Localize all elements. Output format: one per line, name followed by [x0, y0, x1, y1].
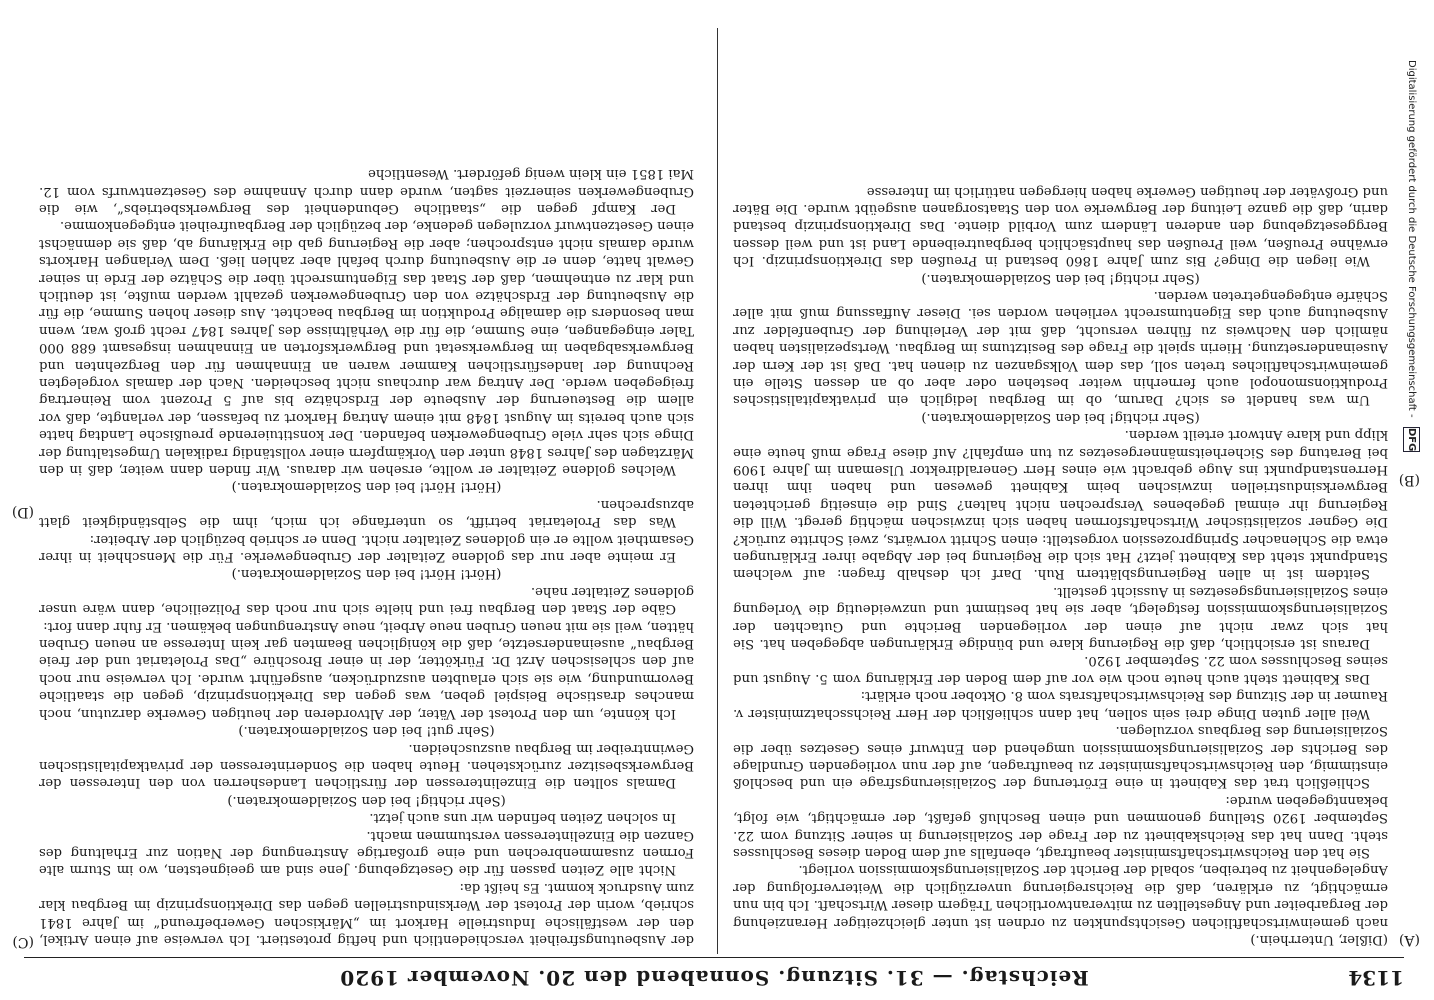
dfg-logo: DFG: [1403, 427, 1420, 452]
paragraph: Er meinte aber nur das goldene Zeitalter der Grubengewerke. Für die Menschheit in ihrer Gesamtheit wollte er ein goldenes Zeitalter nicht. Denn er schrieb bezüglich der Arbeiter:: [39, 531, 694, 565]
paragraph: Weil aller guten Dinge drei sein sollen, hat dann schließlich der Herr Reichsschatzminister v. Raumer in der Sitzung des Reichswirtschaftsrats vom 8. Oktober noch erklärt:: [733, 688, 1388, 721]
page-title: Reichstag. — 31. Sitzung. Sonnabend den 20. November 1920: [339, 966, 1089, 990]
interjection: (Hört! Hört! bei den Sozialdemokraten.): [231, 479, 502, 495]
interjection: (Sehr richtig! bei den Sozialdemokraten.): [227, 792, 506, 808]
paragraph: Sie hat den Reichswirtschaftsminister beauftragt, ebenfalls auf dem Boden dieses Beschlusses steht. Dann hat das Reichskabinett zu der Frage der Sozialisierung in seiner Sitzung vom 22. September 1920 Stellung genommen und einen Beschluß gefaßt, der ermächtigt, wie folgt, bekanntgegeben wurde:: [733, 792, 1388, 860]
digitization-text: Digitalisierung gefördert durch die Deutsche Forschungsgemeinschaft -: [1406, 60, 1417, 418]
interjection: (Sehr richtig! bei den Sozialdemokraten.): [921, 270, 1200, 286]
paragraph: Ich könnte, um den Protest der Väter, der Altvorderen der heutigen Gewerke darzutun, noch manches drastische Beispiel geben, was gegen das Direktionsprinzip, gegen die staatliche Bevormundung, wie sie sich erlaubten auszudrücken, ausgeführt wurde. Ich verweise nur noch auf den schlesischen Arzt Dr. Fürkötter, der in einer Broschüre „Das Proletariat und der freie Bergbau“ auseinandersetzte, daß die königlichen Beamten gar kein Interesse an neuen Gruben hätten, weil sie mit neuen Gruben neue Arbeit, neue Anstrengungen bekämen. Er fuhr dann fort:: [39, 618, 694, 721]
paragraph: Der Kampf gegen die „staatliche Gebundenheit des Bergwerksbetriebs“, wie die Grubengewerken seinerzeit sagten, wurde dann durch Annahme des Gesetzentwurfs vom 12. Mai 1851 ein klein wenig gefördert. Wesentliche: [39, 166, 694, 216]
page-header: [24, 957, 1404, 992]
interjection: (Sehr gut! bei den Sozialdemokraten.): [238, 723, 495, 739]
paragraph: Seitdem ist in allen Regierungsblättern Ruh. Darf ich deshalb fragen: auf welchem Standpunkt steht das Kabinett jetzt? Hat sich die Regierung bei der Abgabe ihrer Erklärungen etwa die Schlenacher Springprozession vorgestellt: einen Schritt vorwärts, zwei Schritte zurück? Die Gegner sozialistischer Wirtschaftsformen haben sich inzwischen mächtig geregt. Will die Regierung ihr einmal gegebenes Versprechen nicht halten? Sind die einseitig gerichteten Bergwerksindustriellen inzwischen beim Kabinett gewesen und haben ihm ihren Herrenstandpunkt ins Auge gebracht wie eines Herr Generaldirektor Ulsemann im Jahre 1909 bei Beratung des Sicherheitsmännergesetzes zu tun empfahl? Auf diese Frage muß heute eine klipp und klare Antwort erteilt werden.: [733, 427, 1388, 582]
paragraph: (Dißler, Unterrhein.): [1250, 932, 1388, 947]
paragraph: Nicht alle Zeiten passen für die Gesetzgebung. Jene sind am geeignetsten, wo im Sturm alte Formen zusammenbrechen und eine großartige Anstrengung der Nation zur Erhaltung des Ganzen die Einzelinteressen verstummen macht.: [39, 827, 694, 878]
paragraph: Was das Proletariat betrifft, so unterfange ich mich, ihm die Selbständigkeit glatt abzusprechen.: [39, 496, 694, 530]
right-column: [39, 28, 694, 948]
paragraph: Gäbe der Staat den Bergbau frei und hielte sich nur noch das Polizeiliche, dann wäre unser goldenes Zeitalter nahe.: [39, 583, 694, 617]
paragraph: In solchen Zeiten befinden wir uns auch jetzt.: [369, 810, 676, 826]
interjection: (Hört! Hört! bei den Sozialdemokraten.): [231, 566, 502, 582]
paragraph: nach gemeinwirtschaftlichen Gesichtspunkten zu ordnen ist unter gleichzeitiger Heranziehung der Bergarbeiter und Angestellten zu mitverantwortlichen Trägern dieser Wirtschaft. Ich bin nun ermächtigt, zu erklären, daß die Reichsregierung unverzüglich die Weiterverfolgung der Angelegenheit zu betreiben, sobald der Bericht der Sozialisierungskommission vorliegt.: [733, 862, 1388, 930]
margin-marker-d: (D): [11, 504, 34, 520]
margin-marker-c: (C): [12, 934, 34, 950]
left-column: [733, 28, 1388, 948]
digitization-note: [1400, 60, 1420, 940]
paragraph: Das Kabinett steht auch heute noch wie vor auf dem Boden der Erklärung vom 5. August und seines Beschlusses vom 22. September 1920.: [733, 653, 1388, 686]
paragraph: Welches goldene Zeitalter er wollte, ersehen wir daraus. Wir finden dann weiter, daß in den Märztagen des Jahres 1848 unter den Vorkämpfern einer vollständig radikalen Umgestaltung der Dinge sich sehr viele Grubengewerken befanden. Der konstituierende preußische Landtag hatte sich auch bereits im August 1848 mit einem Antrag Harkort zu befassen, der verlangte, daß vor allem die Besteuerung der Ausbeute der Erdschätze bis auf 5 Prozent vom Reinertrag freigegeben werde. Der Antrag war durchaus nicht bescheiden. Nach der damals vorgelegten Rechnung der landesfürstlichen Kammer waren an Einnahmen für den Bergzehnten und Bergwerksabgaben im Bergwerksetat und Bergwerksforten an Einnahmen insgesamt 688 000 Taler eingegangen, eine Summe, die für die Verhältnisse des Jahres 1847 recht groß war, wenn man besonders die damalige Produktion im Bergbau beachtet. Aus dieser hohen Summe, die für die Ausbeutung der Erdschätze von den Grubengewerken gezahlt werden mußte, ist deutlich und klar zu entnehmen, daß der Staat das Eigentumsrecht über die Schätze der Erde in seiner Gewalt hatte, denn er die Ausbeutung durch befahl aber zahlen ließ. Dem Verlangen Harkorts wurde damals nicht entsprochen; aber die Regierung gab die Erklärung ab, daß sie demnächst einen Gesetzentwurf vorzulegen gedenke, der bezüglich der Bergbaufreiheit entgegenkomme.: [39, 218, 694, 478]
paragraph: Um was handelt es sich? Darum, ob im Bergbau lediglich ein privatkapitalistisches Produktionsmonopol auch fernerhin weiter bestehen oder aber ob an dessen Stelle ein gemeinwirtschaftliches treten soll, das dem Volksganzen zu dienen hat. Daß ist der Kern der Auseinandersetzung. Hierin spielt die Frage des Besitztums im Bergbau. Wertspezialisten haben nämlich den Nachweis zu führen versucht, daß mit der Verleihung der Grubenfelder zur Ausbeutung auch das Eigentumsrecht verliehen worden sei. Dieser Auffassung muß mit aller Schärfe entgegengetreten werden.: [733, 287, 1388, 408]
column-divider: [717, 28, 718, 954]
paragraph: der Ausbeutungsfreiheit verschiedentlich und heftig protestiert. Ich verweise auf einen Artikel, den der westfälische Industrielle Harkort im „Märkischen Gewerbefreund“ im Jahre 1841 schrieb, worin der Protest der Werksindustriellen gegen das Direktionsprinzip im Bergbau klar zum Ausdruck kommt. Es heißt da:: [39, 879, 694, 947]
margin-marker-a: (A): [1398, 932, 1420, 948]
paragraph: Wie liegen die Dinge? Bis zum Jahre 1860 bestand in Preußen das Direktionsprinzip. Ich erwähne Preußen, weil Preußen das hauptsächlich bergbautreibende Land ist und weil dessen Berggesetzgebung den anderen Ländern zum Vorbild diente. Das Direktionsprinzip bestand darin, daß die ganze Leitung der Bergwerke von den Staatsorganen ausgeübt wurde. Die Bäter und Großväter der heutigen Gewerke haben hiergegen natürlich im Interesse: [733, 183, 1388, 269]
paragraph: Damals sollten die Einzelinteressen der fürstlichen Landesherren von den Interessen der Bergwerksbesitzer zurückstehen. Heute haben die Sonderinteressen der privatkapitalistischen Gewinntreiber im Bergbau auszuscheiden.: [39, 740, 694, 791]
interjection: (Sehr richtig! bei den Sozialdemokraten.): [921, 409, 1200, 425]
paragraph: Daraus ist ersichtlich, daß die Regierung klare und bündige Erklärungen abgegeben hat. Sie hat sich zwar nicht auf einen der vorliegenden Berichte und Gutachten der Sozialisierungskommission festgelegt, aber sie hat bestimmt und unzweideutig die Vorlegung eines Sozialisierungsgesetzes in Aussicht gestellt.: [733, 583, 1388, 652]
paragraph: Schließlich trat das Kabinett in eine Erörterung der Sozialisierungsfrage ein und beschloß einstimmig, den Reichswirtschaftsminister zu beauftragen, auf der nun vorliegenden Grundlage des Berichts der Sozialisierungskommission umgehend den Entwurf eines Gesetzes über die Sozialisierung des Bergbaus vorzulegen.: [733, 723, 1388, 791]
page-number: 1134: [1348, 966, 1404, 990]
margin-marker-b: (B): [1398, 472, 1420, 488]
